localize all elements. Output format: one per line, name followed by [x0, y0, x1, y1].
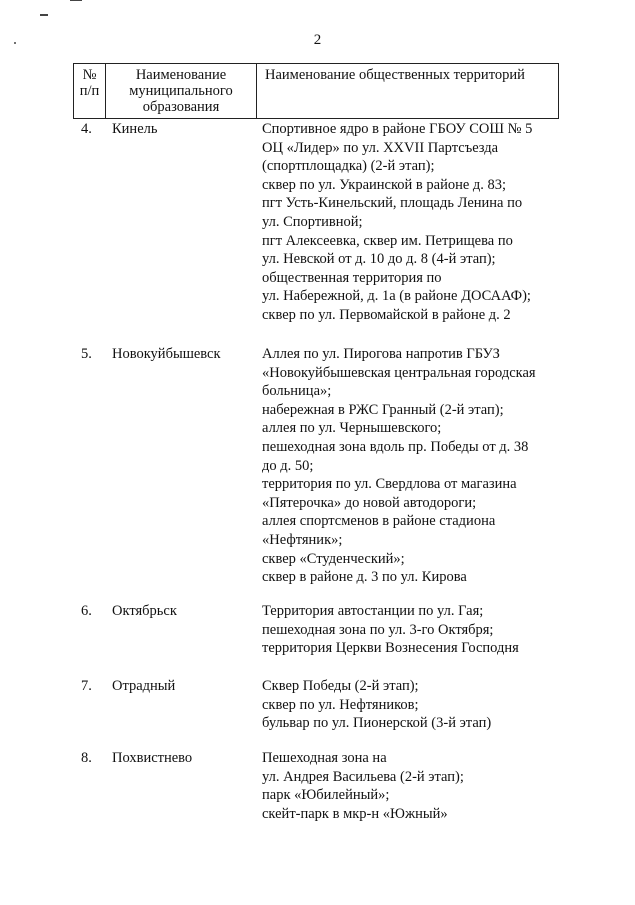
territory-line: общественная территория по — [262, 269, 442, 286]
territory-list — [262, 749, 562, 823]
table-header — [73, 63, 559, 119]
page-number: 2 — [313, 32, 322, 48]
territory-line: «Нефтяник»; — [262, 531, 343, 548]
territory-list — [262, 345, 562, 587]
territory-line: Территория автостанции по ул. Гая; — [262, 603, 484, 619]
territory-line: аллея по ул. Чернышевского; — [262, 420, 442, 437]
territory-line: сквер «Студенческий»; — [262, 550, 405, 567]
territory-line: парк «Юбилейный»; — [262, 787, 390, 804]
scan-mark — [40, 14, 48, 16]
header-line: муниципального — [129, 83, 233, 99]
header-col-territories — [257, 64, 559, 119]
header-line: п/п — [79, 83, 100, 99]
territory-list — [262, 120, 562, 325]
territory-line: Спортивное ядро в районе ГБОУ СОШ № 5 — [262, 121, 533, 137]
territory-line: пешеходная зона по ул. 3-го Октября; — [262, 621, 494, 638]
territory-line: (спортплощадка) (2-й этап); — [262, 158, 435, 175]
header-line: № — [82, 67, 97, 83]
territory-line: набережная в РЖС Гранный (2-й этап); — [262, 401, 504, 418]
row-number: 7. — [81, 678, 92, 694]
row-number: 6. — [81, 603, 92, 619]
territory-line: до д. 50; — [262, 457, 314, 474]
territory-list — [262, 602, 562, 658]
territory-line: «Новокуйбышевская центральная городская — [262, 364, 536, 381]
territory-line: ул. Андрея Васильева (2-й этап); — [262, 768, 464, 785]
territory-line: сквер по ул. Нефтяников; — [262, 696, 419, 713]
territory-line: сквер по ул. Первомайской в районе д. 2 — [262, 306, 511, 323]
territory-line: территория по ул. Свердлова от магазина — [262, 476, 517, 493]
row-number: 4. — [81, 121, 92, 137]
municipality-name: Кинель — [112, 121, 158, 137]
territory-list — [262, 677, 562, 733]
header-col-number — [74, 64, 106, 119]
municipality-name: Октябрьск — [112, 603, 177, 619]
header-col-municipality — [106, 64, 257, 119]
header-line: образования — [142, 99, 220, 115]
scan-mark — [70, 0, 82, 1]
territory-line: Сквер Победы (2-й этап); — [262, 678, 419, 694]
territory-line: ул. Набережной, д. 1а (в районе ДОСААФ); — [262, 288, 531, 305]
territory-line: Пешеходная зона на — [262, 750, 387, 766]
territory-line: территория Церкви Вознесения Господня — [262, 640, 519, 657]
territory-line: бульвар по ул. Пионерской (3-й этап) — [262, 715, 492, 732]
territory-line: «Пятерочка» до новой автодороги; — [262, 494, 477, 511]
territory-line: пгт Усть-Кинельский, площадь Ленина по — [262, 195, 523, 212]
territory-line: ОЦ «Лидер» по ул. XXVII Партсъезда — [262, 139, 499, 156]
row-number: 8. — [81, 750, 92, 766]
territory-line: сквер в районе д. 3 по ул. Кирова — [262, 569, 467, 586]
territory-line: скейт-парк в мкр-н «Южный» — [262, 805, 448, 822]
municipality-name: Новокуйбышевск — [112, 346, 221, 362]
header-line: Наименование общественных территорий — [265, 67, 525, 83]
territory-line: больница»; — [262, 383, 332, 400]
row-number: 5. — [81, 346, 92, 362]
municipality-name: Похвистнево — [112, 750, 193, 766]
municipality-name: Отрадный — [112, 678, 176, 694]
territory-line: пгт Алексеевка, сквер им. Петрищева по — [262, 232, 513, 249]
territory-line: ул. Невской от д. 10 до д. 8 (4-й этап); — [262, 251, 496, 268]
territory-line: ул. Спортивной; — [262, 213, 363, 230]
header-line: Наименование — [135, 67, 227, 83]
territory-line: Аллея по ул. Пирогова напротив ГБУЗ — [262, 346, 500, 362]
territory-line: сквер по ул. Украинской в районе д. 83; — [262, 176, 507, 193]
territory-line: пешеходная зона вдоль пр. Победы от д. 38 — [262, 438, 529, 455]
territory-line: аллея спортсменов в районе стадиона — [262, 513, 496, 530]
